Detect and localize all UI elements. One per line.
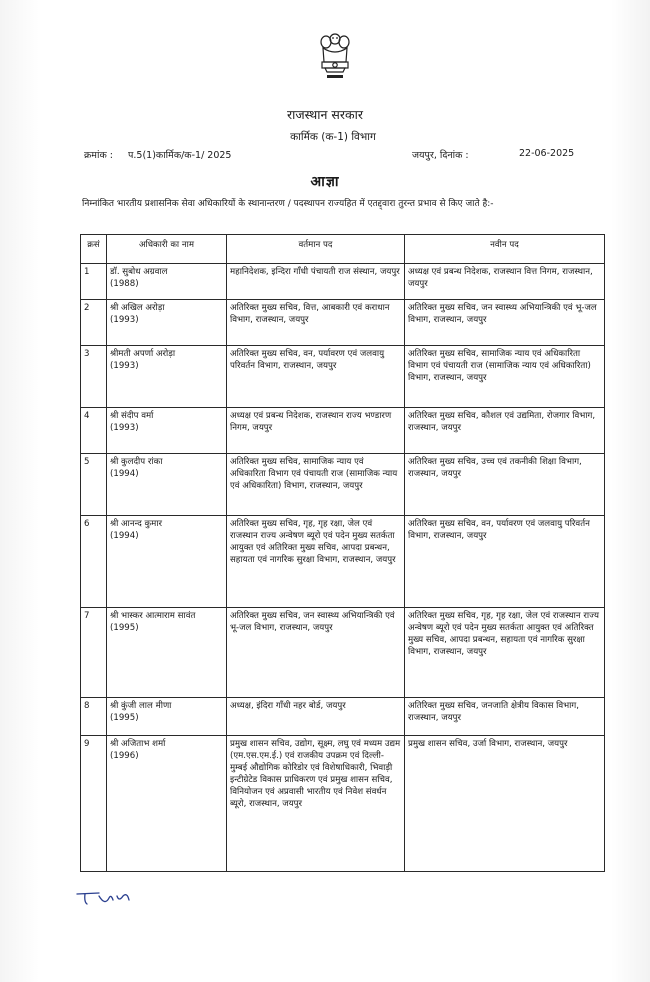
batch-year: (1993) — [110, 361, 139, 371]
new-post: अध्यक्ष एवं प्रबन्ध निदेशक, राजस्थान वित्त निगम, राजस्थान, जयपुर — [405, 264, 605, 300]
officer-cell — [107, 698, 227, 736]
table-row — [81, 608, 605, 698]
officer-name: श्री अखिल अरोड़ा — [110, 303, 165, 313]
officer-name: श्री कुलदीप रांका — [110, 457, 163, 467]
officer-name: श्री भास्कर आत्माराम सावंत — [110, 611, 196, 621]
serial-number: 8 — [81, 698, 107, 736]
current-post: अतिरिक्त मुख्य सचिव, गृह, गृह रक्षा, जेल एवं राजस्थान राज्य अन्वेषण ब्यूरो एवं पदेन मुख्य सतर्कता आयुक्त एवं अतिरिक्त मुख्य सचिव, आपदा प्रबन्धन, सहायता एवं नागरिक सुरक्षा विभाग, राजस्थान, जयपुर — [227, 516, 405, 608]
officer-name: डॉ. सुबोध अग्रवाल — [110, 267, 168, 277]
current-post: अध्यक्ष, इंदिरा गाँधी नहर बोर्ड, जयपुर — [227, 698, 405, 736]
order-number: प.5(1)कार्मिक/क-1/ 2025 — [128, 150, 232, 161]
officer-cell — [107, 300, 227, 346]
table-row — [81, 408, 605, 454]
table-row — [81, 698, 605, 736]
current-post: अतिरिक्त मुख्य सचिव, वित्त, आबकारी एवं कराधान विभाग, राजस्थान, जयपुर — [227, 300, 405, 346]
batch-year: (1996) — [110, 751, 139, 761]
new-post: अतिरिक्त मुख्य सचिव, उच्च एवं तकनीकी शिक्षा विभाग, राजस्थान, जयपुर — [405, 454, 605, 516]
table-row — [81, 516, 605, 608]
handwritten-signature — [75, 886, 155, 910]
current-post: प्रमुख शासन सचिव, उद्योग, सूक्ष्म, लघु एवं मध्यम उद्यम (एम.एस.एम.ई.) एवं राजकीय उपक्रम एवं दिल्ली-मुम्बई औद्योगिक कोरिडोर एवं विशेषाधिकारी, भिवाड़ी इन्टीग्रेटेड विकास प्राधिकरण एवं प्रमुख शासन सचिव, विनियोजन एवं अप्रवासी भारतीय एवं निवेश संवर्धन ब्यूरो, राजस्थान, जयपुर — [227, 736, 405, 872]
intro-text: निम्नांकित भारतीय प्रशासनिक सेवा अधिकारियों के स्थानान्तरण / पदस्थापन राज्यहित में एतद्द्वारा तुरन्त प्रभाव से किए जाते है:- — [82, 199, 494, 209]
table-header-row — [81, 235, 605, 264]
table-row — [81, 736, 605, 872]
order-number-label: क्रमांक : — [84, 150, 113, 161]
current-post: अतिरिक्त मुख्य सचिव, जन स्वास्थ्य अभियान्त्रिकी एवं भू-जल विभाग, राजस्थान, जयपुर — [227, 608, 405, 698]
new-post: अतिरिक्त मुख्य सचिव, गृह, गृह रक्षा, जेल एवं राजस्थान राज्य अन्वेषण ब्यूरो एवं पदेन मुख्य सतर्कता आयुक्त एवं अतिरिक्त मुख्य सचिव, आपदा प्रबन्धन, सहायता एवं नागरिक सुरक्षा विभाग, राजस्थान, जयपुर — [405, 608, 605, 698]
serial-number: 7 — [81, 608, 107, 698]
order-title: आज्ञा — [310, 174, 340, 190]
officer-cell — [107, 736, 227, 872]
serial-number: 4 — [81, 408, 107, 454]
state-emblem-icon — [315, 30, 355, 82]
officer-cell — [107, 454, 227, 516]
batch-year: (1995) — [110, 623, 139, 633]
current-post: अतिरिक्त मुख्य सचिव, सामाजिक न्याय एवं अधिकारिता विभाग एवं पंचायती राज (सामाजिक न्याय एवं अधिकारिता) विभाग, राजस्थान, जयपुर — [227, 454, 405, 516]
officer-cell — [107, 346, 227, 408]
officer-name: श्रीमती अपर्णा अरोड़ा — [110, 349, 176, 359]
serial-number: 3 — [81, 346, 107, 408]
officer-name: श्री संदीप वर्मा — [110, 411, 154, 421]
new-post: प्रमुख शासन सचिव, उर्जा विभाग, राजस्थान, जयपुर — [405, 736, 605, 872]
table-row — [81, 346, 605, 408]
batch-year: (1993) — [110, 315, 139, 325]
officer-name: श्री अजिताभ शर्मा — [110, 739, 166, 749]
serial-number: 1 — [81, 264, 107, 300]
header-current-post: वर्तमान पद — [227, 235, 405, 264]
batch-year: (1988) — [110, 279, 139, 289]
batch-year: (1995) — [110, 713, 139, 723]
serial-number: 6 — [81, 516, 107, 608]
transfer-table — [80, 234, 605, 872]
header-officer-name: अधिकारी का नाम — [107, 235, 227, 264]
serial-number: 2 — [81, 300, 107, 346]
serial-number: 5 — [81, 454, 107, 516]
government-name: राजस्थान सरकार — [287, 107, 363, 122]
table-row — [81, 300, 605, 346]
officer-cell — [107, 516, 227, 608]
new-post: अतिरिक्त मुख्य सचिव, जनजाति क्षेत्रीय विकास विभाग, राजस्थान, जयपुर — [405, 698, 605, 736]
officer-cell — [107, 408, 227, 454]
department-name: कार्मिक (क-1) विभाग — [290, 131, 376, 143]
current-post: अतिरिक्त मुख्य सचिव, वन, पर्यावरण एवं जलवायु परिवर्तन विभाग, राजस्थान, जयपुर — [227, 346, 405, 408]
officer-name: श्री कुंजी लाल मीणा — [110, 701, 172, 711]
header-new-post: नवीन पद — [405, 235, 605, 264]
current-post: अध्यक्ष एवं प्रबन्ध निदेशक, राजस्थान राज्य भण्डारण निगम, जयपुर — [227, 408, 405, 454]
batch-year: (1994) — [110, 469, 139, 479]
batch-year: (1994) — [110, 531, 139, 541]
order-date: 22-06-2025 — [519, 148, 575, 159]
new-post: अतिरिक्त मुख्य सचिव, कौशल एवं उद्यमिता, रोजगार विभाग, राजस्थान, जयपुर — [405, 408, 605, 454]
current-post: महानिदेशक, इन्दिरा गाँधी पंचायती राज संस्थान, जयपुर — [227, 264, 405, 300]
new-post: अतिरिक्त मुख्य सचिव, सामाजिक न्याय एवं अधिकारिता विभाग एवं पंचायती राज (सामाजिक न्याय एवं अधिकारिता) विभाग, राजस्थान, जयपुर — [405, 346, 605, 408]
place-date-label: जयपुर, दिनांक : — [412, 150, 469, 161]
officer-cell — [107, 264, 227, 300]
officer-cell — [107, 608, 227, 698]
new-post: अतिरिक्त मुख्य सचिव, वन, पर्यावरण एवं जलवायु परिवर्तन विभाग, राजस्थान, जयपुर — [405, 516, 605, 608]
header-serial: क्रसं — [81, 235, 107, 264]
new-post: अतिरिक्त मुख्य सचिव, जन स्वास्थ्य अभियान्त्रिकी एवं भू-जल विभाग, राजस्थान, जयपुर — [405, 300, 605, 346]
officer-name: श्री आनन्द कुमार — [110, 519, 163, 529]
serial-number: 9 — [81, 736, 107, 872]
table-row — [81, 264, 605, 300]
batch-year: (1993) — [110, 423, 139, 433]
table-row — [81, 454, 605, 516]
